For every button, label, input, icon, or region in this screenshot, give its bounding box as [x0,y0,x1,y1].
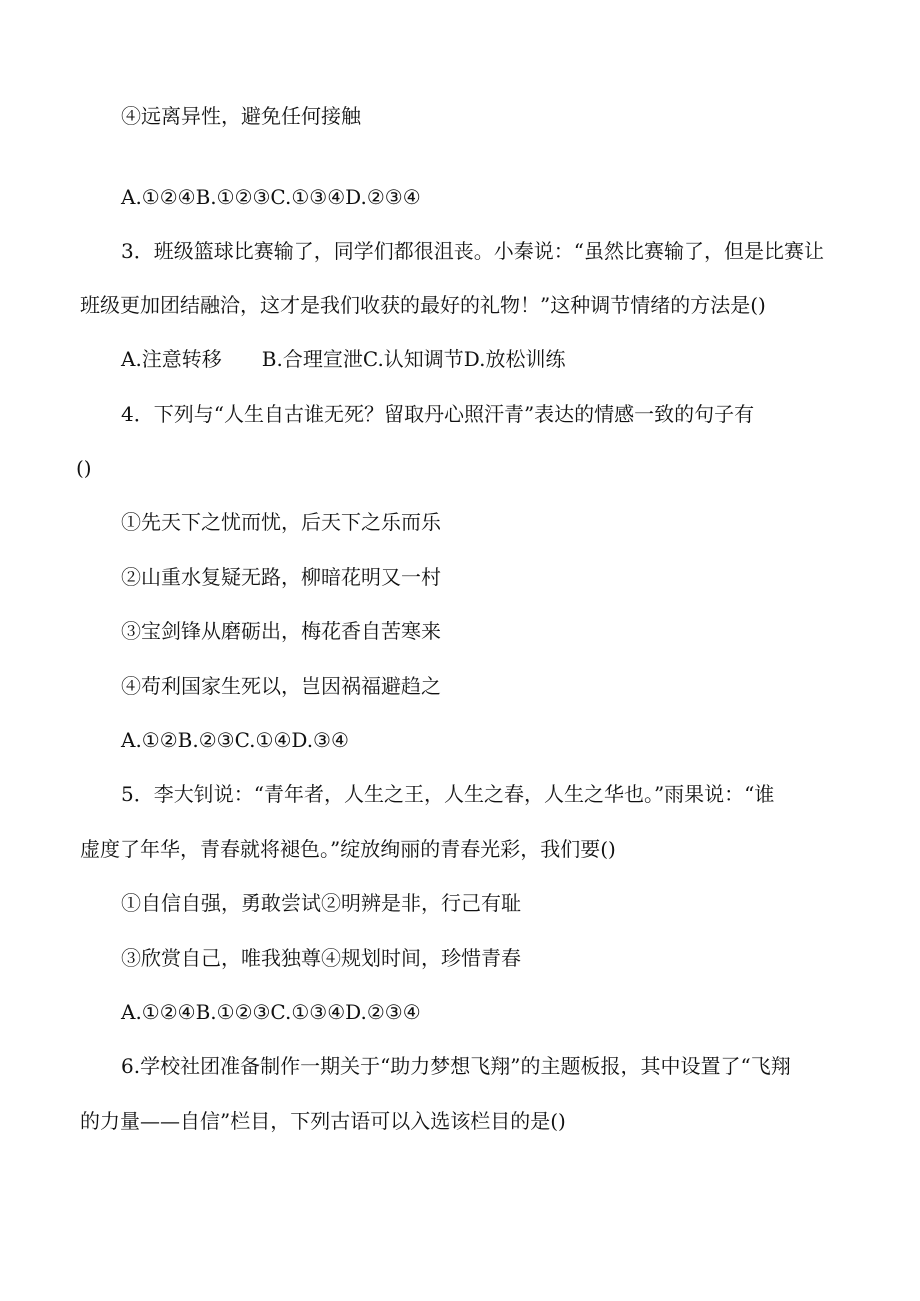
question-3-text: 3．班级篮球比赛输了，同学们都很沮丧。小秦说：“虽然比赛输了，但是比赛让 [121,239,824,263]
option-line: ①自信自强，勇敢尝试②明辨是非，行己有耻 [121,891,521,915]
option-line: ④远离异性，避免任何接触 [121,104,361,128]
option-line: ③欣赏自己，唯我独尊④规划时间，珍惜青春 [121,946,521,970]
question-6-text-cont: 的力量——自信”栏目，下列古语可以入选该栏目的是() [80,1109,566,1133]
question-5-text: 5．李大钊说：“青年者，人生之王，人生之春，人生之华也。”雨果说：“谁 [121,782,775,806]
question-3-text-cont: 班级更加团结融洽，这才是我们收获的最好的礼物！”这种调节情绪的方法是() [80,293,766,317]
question-6-text: 6.学校社团准备制作一期关于“助力梦想飞翔”的主题板报，其中设置了“飞翔 [121,1054,791,1078]
option-line: ①先天下之忧而忧，后天下之乐而乐 [121,510,441,534]
answer-choices: A.①②B.②③C.①④D.③④ [121,728,349,752]
option-line: ②山重水复疑无路，柳暗花明又一村 [121,565,441,589]
answer-choices: A.注意转移 B.合理宣泄C.认知调节D.放松训练 [121,347,566,371]
answer-choices: A.①②④B.①②③C.①③④D.②③④ [121,185,421,209]
option-line: ③宝剑锋从磨砺出，梅花香自苦寒来 [121,619,441,643]
answer-choices: A.①②④B.①②③C.①③④D.②③④ [121,1000,421,1024]
question-4-blank: () [76,456,92,480]
option-line: ④苟利国家生死以，岂因祸福避趋之 [121,674,441,698]
question-4-text: 4．下列与“人生自古谁无死？留取丹心照汗青”表达的情感一致的句子有 [121,402,755,426]
question-5-text-cont: 虚度了年华，青春就将褪色。”绽放绚丽的青春光彩，我们要() [80,837,616,861]
